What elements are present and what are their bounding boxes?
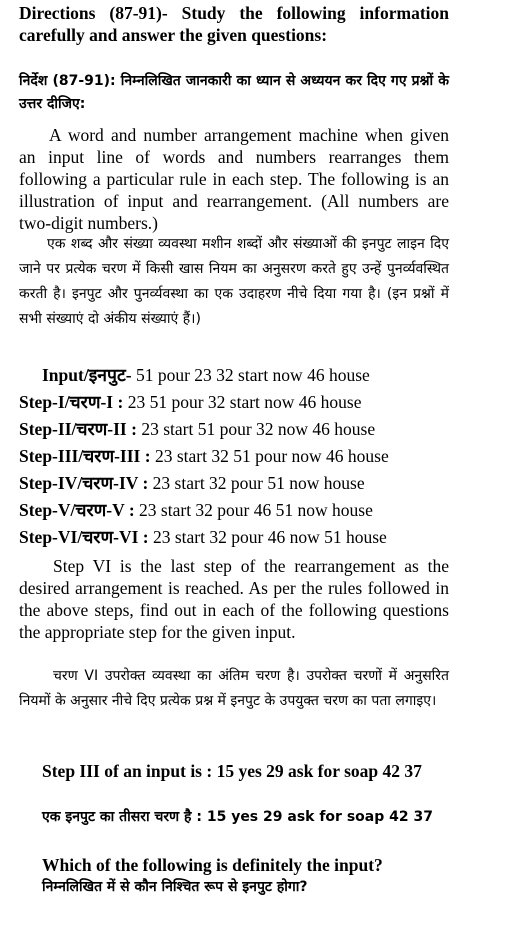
step-label: Step-VI/चरण-VI : xyxy=(19,527,149,547)
conclusion-paragraph-en: Step VI is the last step of the rearrangement as the desired arrangement is reached. As per the rules followed in the above steps, find out in each of the following questions the appropriate step for the given input. xyxy=(19,556,449,642)
step-value: 51 pour 23 32 start now 46 house xyxy=(131,365,370,385)
step-2 xyxy=(19,418,375,440)
question-ask-en: Which of the following is definitely the input? xyxy=(42,855,383,875)
step-5 xyxy=(19,499,373,521)
step-value: 23 start 32 pour 51 now house xyxy=(148,473,365,493)
question-ask-hi: निम्नलिखित में से कौन निश्चित रूप से इनपुट होगा? xyxy=(42,879,308,895)
step-label: Step-V/चरण-V : xyxy=(19,500,135,520)
step-value: 23 start 32 51 pour now 46 house xyxy=(150,446,389,466)
step-value: 23 start 51 pour 32 now 46 house xyxy=(136,419,376,439)
step-label: Step-I/चरण-I : xyxy=(19,392,124,412)
intro-paragraph-en: A word and number arrangement machine when given an input line of words and numbers rearranges them following a particular rule in each step. The following is an illustration of input and rearrangement. (All numbers are two-digit numbers.) xyxy=(19,125,449,233)
step-6 xyxy=(19,526,387,548)
question-step-en: Step III of an input is : 15 yes 29 ask for soap 42 37 xyxy=(42,761,422,781)
directions-heading-hi: निर्देश (87-91): निम्नलिखित जानकारी का ध्यान से अध्ययन कर दिए गए प्रश्नों के उत्तर दीजिए: xyxy=(19,73,449,112)
question-step-hi: एक इनपुट का तीसरा चरण है : 15 yes 29 ask for soap 42 37 xyxy=(42,809,433,825)
step-value: 23 start 32 pour 46 now 51 house xyxy=(148,527,387,547)
step-label: Step-III/चरण-III : xyxy=(19,446,151,466)
step-input xyxy=(42,364,370,386)
step-label: Step-II/चरण-II : xyxy=(19,419,137,439)
intro-paragraph-hi: एक शब्द और संख्या व्यवस्था मशीन शब्दों और संख्याओं की इनपुट लाइन दिए जाने पर प्रत्येक चरण में किसी खास नियम का अनुसरण करते हुए उन्हें पुनर्व्यवस्थित करती है। इनपुट और पुनर्व्यवस्था का एक उदाहरण नीचे दिया गया है। (इन प्रश्नों में सभी संख्याएं दो अंकीय संख्याएं हैं।) xyxy=(19,236,449,327)
step-1 xyxy=(19,391,362,413)
step-label: Input/इनपुट- xyxy=(42,365,132,385)
step-value: 23 51 pour 32 start now 46 house xyxy=(123,392,362,412)
step-label: Step-IV/चरण-IV : xyxy=(19,473,149,493)
step-3 xyxy=(19,445,389,467)
directions-heading-en: Directions (87-91)- Study the following information carefully and answer the given questions: xyxy=(19,3,449,45)
conclusion-paragraph-hi: चरण VI उपरोक्त व्यवस्था का अंतिम चरण है। उपरोक्त चरणों में अनुसरित नियमों के अनुसार नीचे दिए प्रत्येक प्रश्न में इनपुट के उपयुक्त चरण का पता लगाइए। xyxy=(19,668,449,709)
step-value: 23 start 32 pour 46 51 now house xyxy=(134,500,373,520)
step-4 xyxy=(19,472,365,494)
